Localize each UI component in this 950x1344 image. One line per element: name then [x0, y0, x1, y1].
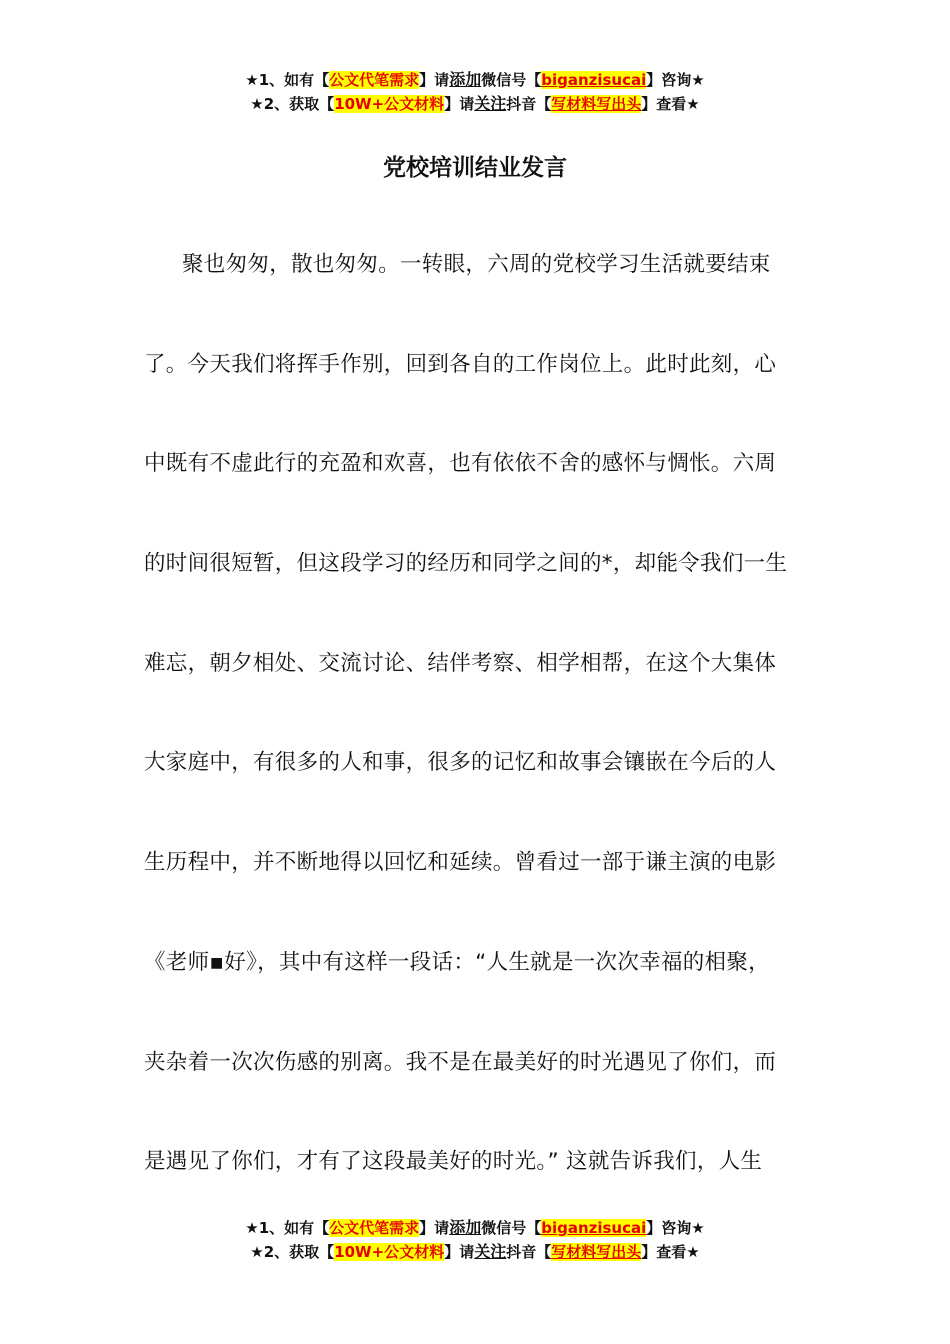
- banner-line-2: [0, 92, 950, 116]
- body-line: 生历程中，并不断地得以回忆和延续。曾看过一部于谦主演的电影: [144, 850, 777, 876]
- banner-text: 】请: [444, 1243, 475, 1261]
- service-highlight: 公文代笔需求: [329, 1219, 420, 1237]
- wechat-id-highlight: biganzisucai: [541, 71, 647, 89]
- banner-text: 微信号【: [481, 71, 542, 89]
- body-line: 聚也匆匆，散也匆匆。一转眼，六周的党校学习生活就要结束: [182, 252, 771, 277]
- banner-action: 添加: [449, 70, 482, 89]
- material-highlight: 10W+公文材料: [334, 1243, 445, 1261]
- document-body: [144, 242, 806, 1239]
- footer-banner: [0, 1216, 950, 1264]
- banner-text: ★1、如有【: [245, 71, 330, 89]
- body-line: 了。今天我们将挥手作别，回到各自的工作岗位上。此时此刻，心: [144, 351, 777, 377]
- banner-line-1: [0, 68, 950, 92]
- body-line: 是遇见了你们，才有了这段最美好的时光。” 这就告诉我们，人生: [144, 1149, 763, 1175]
- service-highlight: 公文代笔需求: [329, 71, 420, 89]
- banner-text: 】咨询★: [646, 71, 705, 89]
- douyin-id-highlight: 写材料写出头: [551, 1243, 642, 1261]
- banner-text: 微信号【: [481, 1219, 542, 1237]
- body-line: 《老师▪好》，其中有这样一段话：“人生就是一次次幸福的相聚，: [144, 949, 770, 975]
- banner-text: 】咨询★: [646, 1219, 705, 1237]
- banner-text: 】请: [419, 71, 450, 89]
- banner-text: 】查看★: [641, 1243, 700, 1261]
- douyin-id-highlight: 写材料写出头: [551, 95, 642, 113]
- banner-line-2: [0, 1240, 950, 1264]
- body-line: 的时间很短暂，但这段学习的经历和同学之间的*，却能令我们一生: [144, 551, 788, 577]
- body-line: 大家庭中，有很多的人和事，很多的记忆和故事会镶嵌在今后的人: [144, 750, 777, 776]
- document-title: 党校培训结业发言: [383, 155, 567, 181]
- banner-text: ★1、如有【: [245, 1219, 330, 1237]
- body-line: 难忘，朝夕相处、交流讨论、结伴考察、相学相帮，在这个大集体: [144, 650, 777, 676]
- banner-line-1: [0, 1216, 950, 1240]
- header-banner: [0, 68, 950, 116]
- wechat-id-highlight: biganzisucai: [541, 1219, 647, 1237]
- body-line: 夹杂着一次次伤感的别离。我不是在最美好的时光遇见了你们，而: [144, 1049, 777, 1075]
- banner-text: 抖音【: [506, 1243, 552, 1261]
- banner-action: 关注: [474, 94, 507, 113]
- banner-text: 】查看★: [641, 95, 700, 113]
- banner-text: 】请: [419, 1219, 450, 1237]
- banner-action: 添加: [449, 1218, 482, 1237]
- banner-text: ★2、获取【: [250, 95, 335, 113]
- banner-text: ★2、获取【: [250, 1243, 335, 1261]
- material-highlight: 10W+公文材料: [334, 95, 445, 113]
- banner-action: 关注: [474, 1242, 507, 1261]
- body-line: 中既有不虚此行的充盈和欢喜，也有依依不舍的感怀与惆怅。六周: [144, 451, 777, 477]
- banner-text: 抖音【: [506, 95, 552, 113]
- banner-text: 】请: [444, 95, 475, 113]
